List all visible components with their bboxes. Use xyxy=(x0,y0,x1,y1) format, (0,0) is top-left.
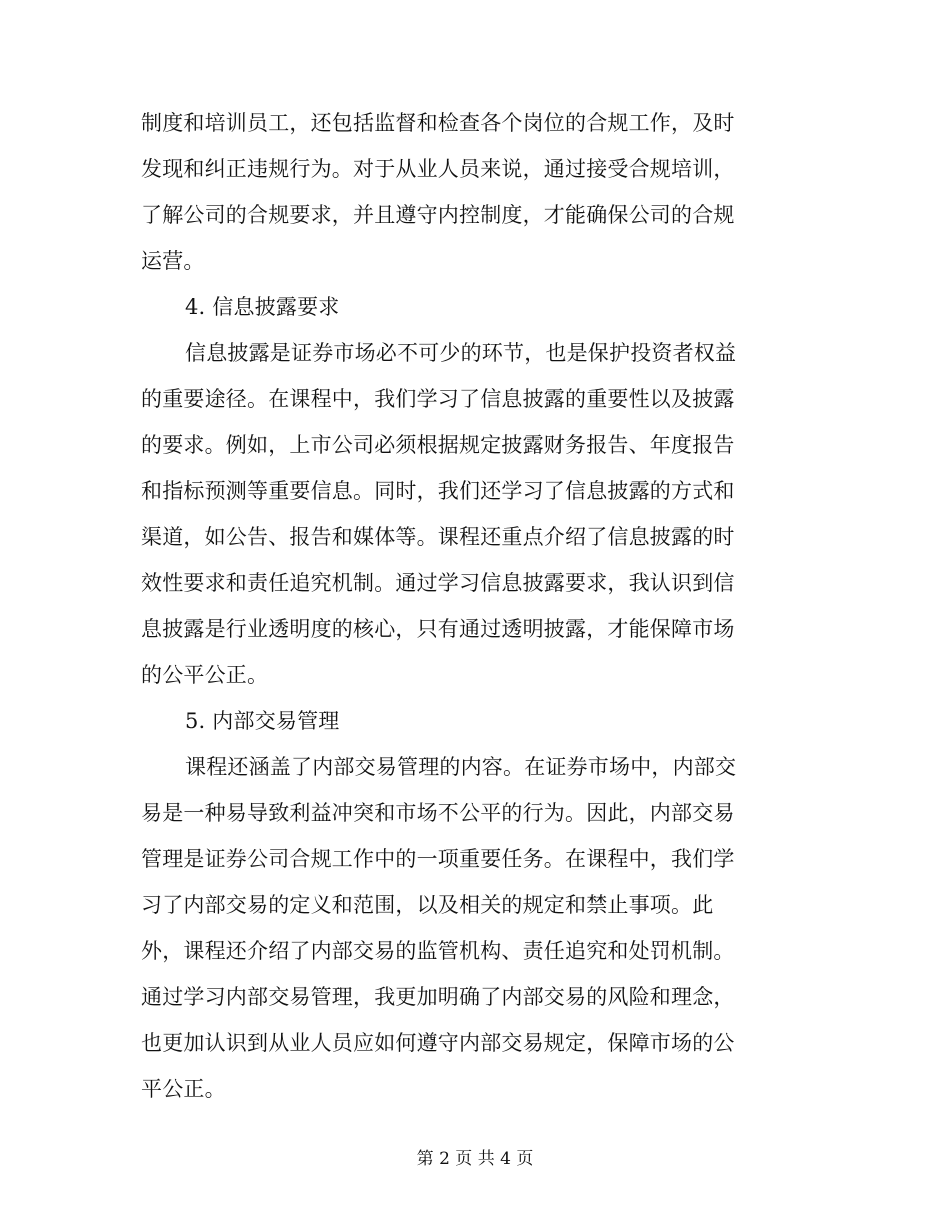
text-line: 渠道，如公告、报告和媒体等。课程还重点介绍了信息披露的时 xyxy=(141,525,735,549)
text-line: 的公平公正。 xyxy=(141,663,269,687)
text-line: 易是一种易导致利益冲突和市场不公平的行为。因此，内部交易 xyxy=(141,801,735,825)
text-line: 和指标预测等重要信息。同时，我们还学习了信息披露的方式和 xyxy=(141,479,735,503)
text-line: 管理是证券公司合规工作中的一项重要任务。在课程中，我们学 xyxy=(141,847,735,871)
text-line: 的重要途径。在课程中，我们学习了信息披露的重要性以及披露 xyxy=(141,387,735,411)
paragraph-first-line: 信息披露是证券市场必不可少的环节，也是保护投资者权益 xyxy=(185,341,737,365)
text-line: 的要求。例如，上市公司必须根据规定披露财务报告、年度报告 xyxy=(141,433,735,457)
section-heading-5: 5. 内部交易管理 xyxy=(185,709,340,733)
text-line: 平公正。 xyxy=(141,1077,226,1101)
paragraph-first-line: 课程还涵盖了内部交易管理的内容。在证券市场中，内部交 xyxy=(185,755,737,779)
page-number-footer: 第 2 页 共 4 页 xyxy=(416,1149,534,1169)
text-line: 息披露是行业透明度的核心，只有通过透明披露，才能保障市场 xyxy=(141,617,735,641)
body-text xyxy=(141,100,801,1112)
section-heading-4: 4. 信息披露要求 xyxy=(185,295,340,319)
text-line: 效性要求和责任追究机制。通过学习信息披露要求，我认识到信 xyxy=(141,571,735,595)
text-line: 制度和培训员工，还包括监督和检查各个岗位的合规工作，及时 xyxy=(141,111,735,135)
text-line: 也更加认识到从业人员应如何遵守内部交易规定，保障市场的公 xyxy=(141,1031,735,1055)
text-line: 了解公司的合规要求，并且遵守内控制度，才能确保公司的合规 xyxy=(141,203,735,227)
text-line: 发现和纠正违规行为。对于从业人员来说，通过接受合规培训， xyxy=(141,157,735,181)
text-line: 通过学习内部交易管理，我更加明确了内部交易的风险和理念， xyxy=(141,985,735,1009)
text-line: 运营。 xyxy=(141,249,205,273)
text-line: 习了内部交易的定义和范围，以及相关的规定和禁止事项。此 xyxy=(141,893,714,917)
text-line: 外，课程还介绍了内部交易的监管机构、责任追究和处罚机制。 xyxy=(141,939,735,963)
